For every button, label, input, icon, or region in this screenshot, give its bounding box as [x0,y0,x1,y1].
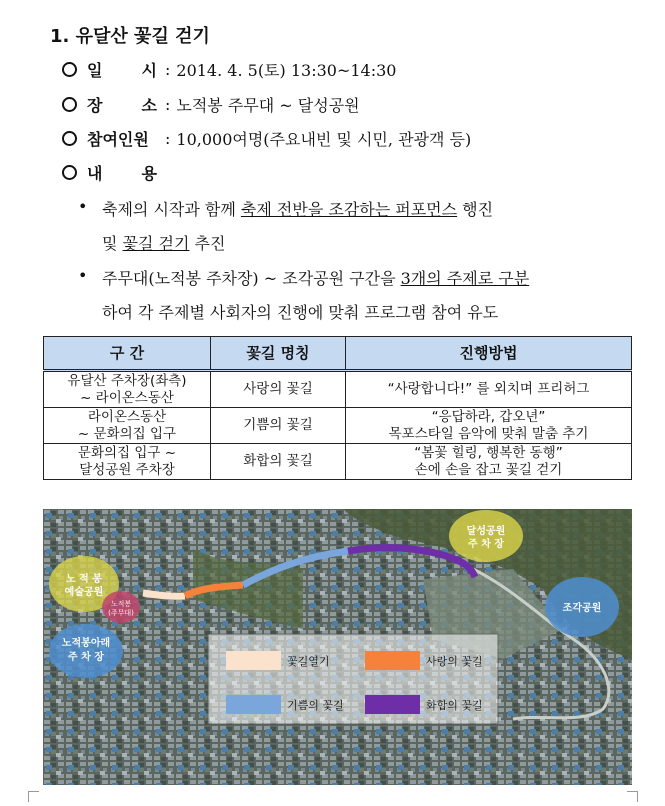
cell-name: 기쁨의 꽃길 [211,408,346,444]
date-label: 일 시 [87,61,157,80]
text: 행진 [457,200,494,219]
text: 주무대(노적봉 주차장) ~ 조각공원 구간을 [102,269,401,288]
place-label: 장 소 [87,96,157,115]
cell-section [44,444,211,480]
text: 축제의 시작과 함께 [102,200,241,219]
bullet-2-line-1 [102,266,529,289]
legend-label-love: 사랑의 꽃길 [426,655,483,668]
info-people [62,127,471,150]
underlined-text: 꽃길 걷기 [122,234,190,253]
nojeok-art-label-1: 노 적 봉 [66,574,102,585]
legend-swatch-harmony [365,695,420,714]
colon: : [165,60,171,79]
parking-label-2: 주 차 장 [68,652,104,663]
people-label: 참여인원 [87,130,149,149]
cell-line: “봄꽃 힐링, 행복한 동행” [414,444,563,461]
cell-method [346,444,632,480]
content-label: 내 용 [87,164,157,183]
route-segment-opening [143,593,185,596]
legend-label-joy: 기쁨의 꽃길 [287,699,344,712]
text: 추진 [189,234,226,253]
cell-name: 화합의 꽃길 [211,444,346,480]
cell-method [346,371,632,408]
stage-label-2: (주무대) [108,609,134,617]
table-row [44,444,632,480]
legend-label-opening: 꽃길열기 [287,655,330,668]
table-row [44,371,632,408]
cell-line: “응답하라, 갑오년” [431,408,546,425]
place-value: 노적봉 주무대 ~ 달성공원 [176,96,360,115]
circle-bullet-icon [62,131,77,146]
text: 및 [102,234,123,253]
program-table [43,336,632,480]
table-row [44,408,632,444]
cell-line: ~ 라이온스동산 [80,389,174,406]
bullet-2-line-2: 하여 각 주제별 사회자의 진행에 맞춰 프로그램 참여 유도 [102,303,499,322]
table-header-row [44,337,632,371]
legend-label-harmony: 화합의 꽃길 [426,699,483,712]
circle-bullet-icon [62,97,77,112]
aerial-route-map [43,509,632,785]
parking-label-1: 노적봉아래 [61,638,111,649]
circle-bullet-icon [62,62,77,77]
cell-line: ~ 문화의집 입구 [77,425,177,442]
dot-bullet-icon: • [78,266,88,285]
bullet-1-line-1 [102,197,493,220]
section-title: 1. 유달산 꽃길 걷기 [50,26,210,47]
cell-line: 달성공원 주차장 [79,461,175,478]
cell-line: 라이온스동산 [87,408,167,425]
dot-bullet-icon: • [78,197,88,216]
header-method: 진행방법 [346,337,632,371]
cell-line: “사랑합니다!” 를 외치며 프리허그 [387,381,590,397]
nojeok-art-label-2: 예술공원 [64,587,104,598]
date-value: 2014. 4. 5(토) 13:30~14:30 [176,61,397,80]
legend-swatch-opening [226,651,281,670]
cell-name: 사랑의 꽃길 [211,371,346,408]
info-content [62,161,159,184]
cell-method [346,408,632,444]
cell-line: 문화의집 입구 ~ [77,444,177,461]
cell-line: 목포스타일 음악에 맞춰 말춤 추기 [388,425,589,442]
info-date [62,58,396,81]
underlined-text: 3개의 주제로 구분 [400,269,530,288]
colon: : [165,95,171,114]
dalseong-label-2: 주 차 장 [468,539,504,550]
page-corner-mark [627,791,638,802]
dalseong-label-1: 달성공원 [466,526,506,537]
circle-bullet-icon [62,165,77,180]
info-place [62,93,360,116]
page-corner-mark [28,791,39,802]
sculpture-label: 조각공원 [562,603,602,614]
legend-swatch-joy [226,695,281,714]
underlined-text: 축제 전반을 조감하는 퍼포먼스 [240,200,458,219]
cell-section [44,371,211,408]
bullet-1-line-2 [102,231,225,254]
legend-swatch-love [365,651,420,670]
people-value: 10,000여명(주요내빈 및 시민, 관광객 등) [176,130,472,149]
cell-line: 유달산 주차장(좌측) [67,372,187,389]
header-name: 꽃길 명칭 [211,337,346,371]
header-section: 구 간 [44,337,211,371]
cell-section [44,408,211,444]
cell-line: 손에 손을 잡고 꽃길 걷기 [414,461,563,478]
nojeok-parking-spot [49,624,123,678]
colon: : [165,129,171,148]
map-svg [43,509,632,785]
stage-label-1: 노적봉 [110,600,132,608]
